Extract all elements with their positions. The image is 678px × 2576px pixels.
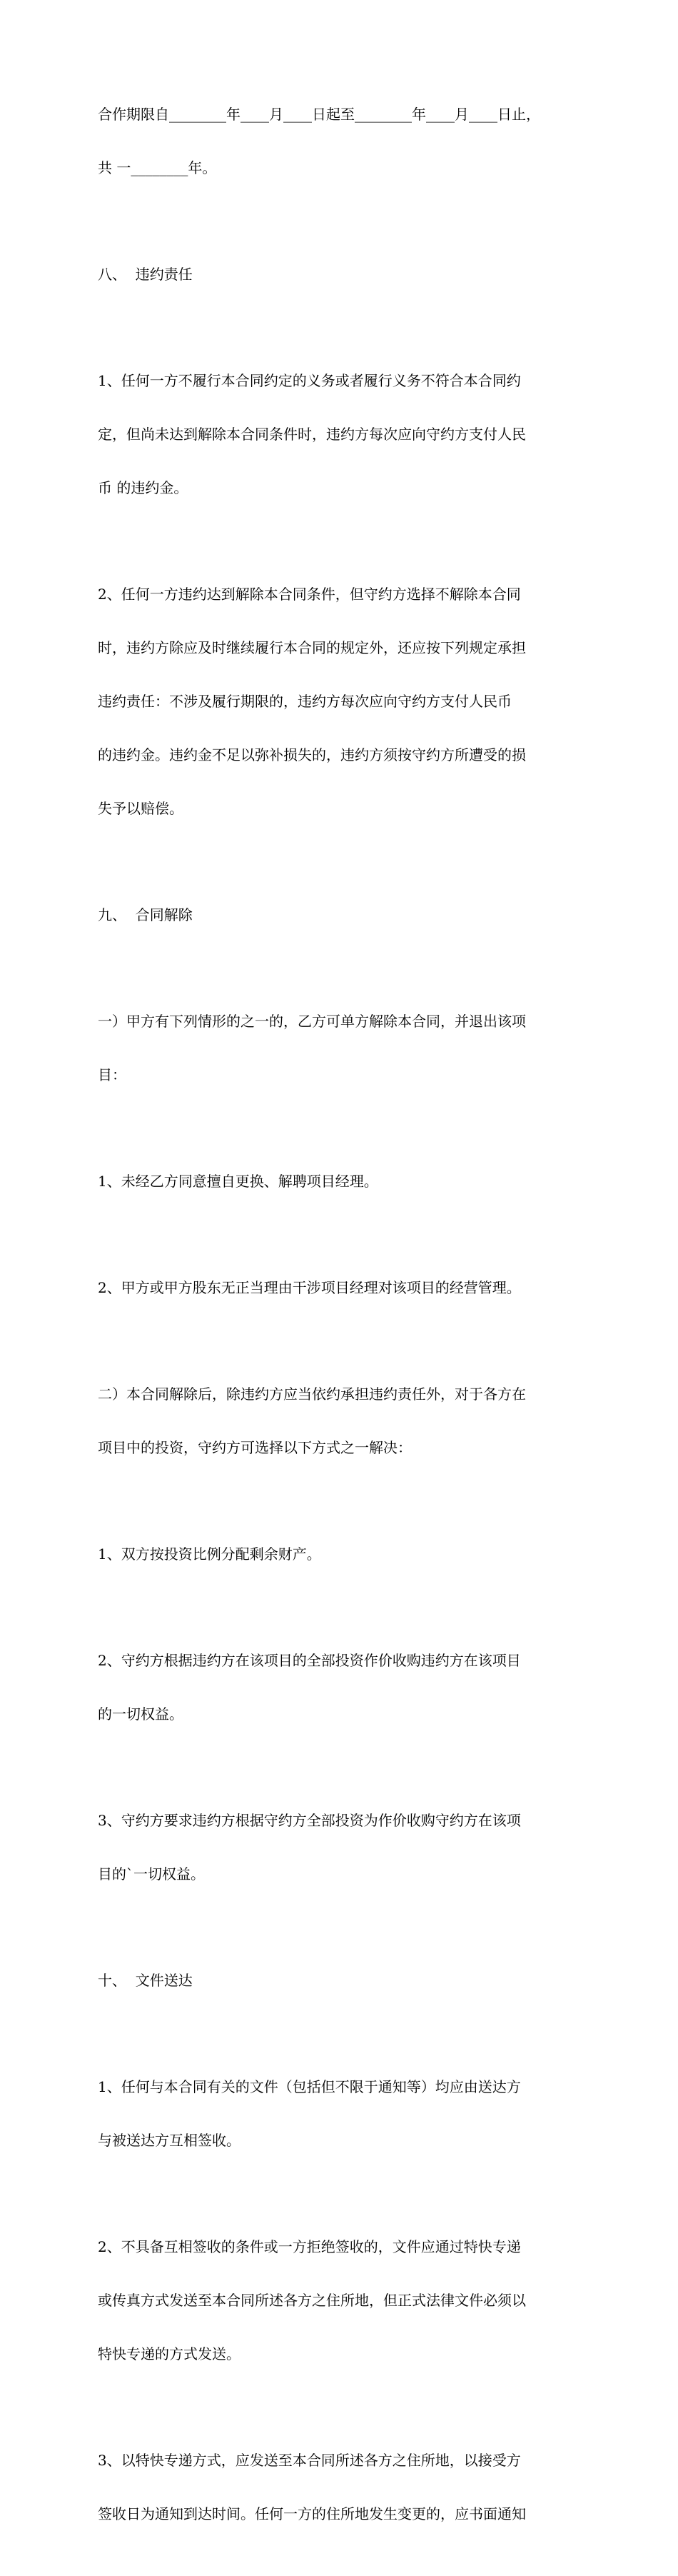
section-heading-termination [98, 871, 587, 960]
text-line: 违约责任：不涉及履行期限的，违约方每次应向守约方支付人民币 [98, 693, 512, 710]
text-line: 签收日为通知到达时间。任何一方的住所地发生变更的，应书面通知 [98, 2505, 526, 2522]
paragraph-termination-item-2 [98, 1243, 587, 1333]
paragraph-termination-item-1 [98, 1137, 587, 1226]
text-line: 一）甲方有下列情形的之一的，乙方可单方解除本合同，并退出该项 [98, 1013, 526, 1030]
text-line: 合作期限自________年____月____日起至________年____月____日止， [98, 106, 540, 123]
section-heading-breach [98, 230, 587, 319]
heading-text: 十、 文件送达 [98, 1972, 193, 1989]
text-line: 定，但尚未达到解除本合同条件时，违约方每次应向守约方支付人民 [98, 426, 526, 443]
text-line: 币 的违约金。 [98, 479, 188, 496]
text-line: 1、未经乙方同意擅自更换、解聘项目经理。 [98, 1173, 378, 1190]
paragraph-service-1 [98, 2043, 587, 2185]
paragraph-breach-1 [98, 336, 587, 533]
text-line: 时，违约方除应及时继续履行本合同的规定外，还应按下列规定承担 [98, 639, 526, 656]
paragraph-termination-1 [98, 977, 587, 1120]
text-line: 2、甲方或甲方股东无正当理由干涉项目经理对该项目的经营管理。 [98, 1279, 521, 1296]
paragraph-settlement-2 [98, 1616, 587, 1759]
document-page [98, 70, 587, 2576]
text-line: 项目中的投资，守约方可选择以下方式之一解决： [98, 1439, 412, 1456]
paragraph-settlement-3 [98, 1776, 587, 1919]
text-line: 二）本合同解除后，除违约方应当依约承担违约责任外，对于各方在 [98, 1385, 526, 1403]
text-line: 的一切权益。 [98, 1705, 183, 1723]
text-line: 或传真方式发送至本合同所述各方之住所地，但正式法律文件必须以 [98, 2292, 526, 2309]
text-line: 2、守约方根据违约方在该项目的全部投资作价收购违约方在该项目 [98, 1652, 521, 1669]
text-line: 失予以赔偿。 [98, 800, 183, 817]
text-line: 1、任何与本合同有关的文件（包括但不限于通知等）均应由送达方 [98, 2078, 521, 2095]
text-line: 2、不具备互相签收的条件或一方拒绝签收的，文件应通过特快专递 [98, 2238, 521, 2255]
text-line: 与被送达方互相签收。 [98, 2132, 241, 2149]
text-line: 3、以特快专递方式，应发送至本合同所述各方之住所地，以接受方 [98, 2452, 521, 2469]
paragraph-termination-2 [98, 1350, 587, 1493]
text-line: 目： [98, 1066, 126, 1083]
text-line: 3、守约方要求违约方根据守约方全部投资为作价收购守约方在该项 [98, 1812, 521, 1829]
text-line: 2、任何一方违约达到解除本合同条件，但守约方选择不解除本合同 [98, 586, 521, 603]
text-line: 特快专递的方式发送。 [98, 2345, 241, 2362]
text-line: 1、双方按投资比例分配剩余财产。 [98, 1545, 321, 1563]
heading-text: 八、 违约责任 [98, 266, 193, 283]
text-line: 的违约金。违约金不足以弥补损失的，违约方须按守约方所遭受的损 [98, 746, 526, 763]
paragraph-service-2 [98, 2202, 587, 2399]
heading-text: 九、 合同解除 [98, 906, 193, 923]
paragraph-service-3 [98, 2416, 587, 2559]
text-line: 1、任何一方不履行本合同约定的义务或者履行义务不符合本合同约 [98, 372, 521, 389]
section-heading-service [98, 1936, 587, 2025]
paragraph-term-period [98, 70, 587, 213]
paragraph-settlement-1 [98, 1510, 587, 1599]
text-line: 共 一________年。 [98, 159, 217, 176]
paragraph-breach-2 [98, 550, 587, 853]
text-line: 目的`一切权益。 [98, 1865, 205, 1883]
